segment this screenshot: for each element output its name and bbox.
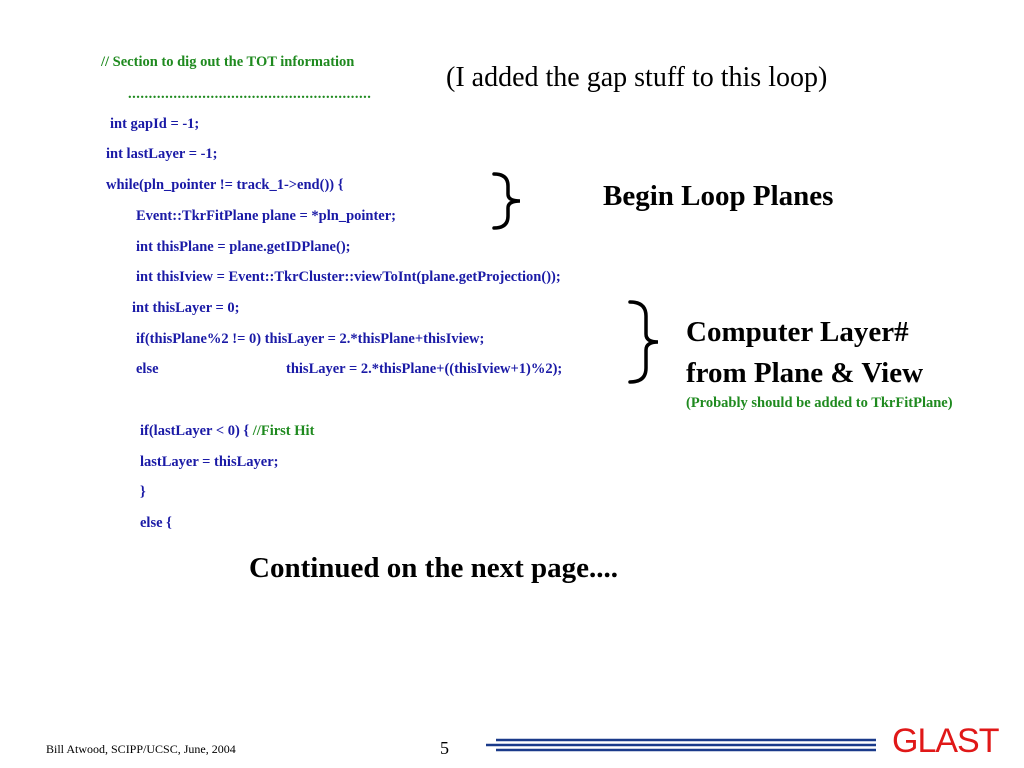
page-number: 5 (440, 738, 449, 758)
header-comment: // Section to dig out the TOT information (101, 54, 355, 70)
code-line-first-hit (140, 423, 314, 440)
code-line-else-keyword: else (136, 361, 159, 377)
loop-note: (I added the gap stuff to this loop) (446, 62, 828, 93)
code-line: while(pln_pointer != track_1->end()) { (106, 177, 344, 193)
begin-loop-label: Begin Loop Planes (603, 180, 834, 212)
code-line: thisLayer = 2.*thisPlane+((thisIview+1)%2); (286, 361, 563, 377)
dotted-separator: ........................................................... (128, 86, 372, 102)
continued-note: Continued on the next page.... (249, 552, 618, 584)
code-comment-first-hit: //First Hit (252, 423, 315, 439)
code-line: Event::TkrFitPlane plane = *pln_pointer; (136, 208, 397, 224)
brace-begin-loop (490, 172, 532, 230)
compute-layer-line1: Computer Layer# (686, 316, 909, 348)
footer-rule-lines (486, 736, 886, 756)
compute-layer-line2: from Plane & View (686, 357, 924, 389)
code-line: int thisIview = Event::TkrCluster::viewToInt(plane.getProjection()); (136, 269, 561, 285)
code-line: } (140, 484, 146, 500)
code-line: int lastLayer = -1; (106, 146, 218, 162)
code-if-condition: if(lastLayer < 0) { (140, 423, 250, 439)
compute-layer-label (686, 312, 923, 394)
code-line: int gapId = -1; (110, 116, 200, 132)
code-line: int thisLayer = 0; (132, 300, 240, 316)
glast-logo: GLAST (892, 722, 999, 760)
footer-author: Bill Atwood, SCIPP/UCSC, June, 2004 (46, 742, 236, 756)
code-line: if(thisPlane%2 != 0) thisLayer = 2.*thisPlane+thisIview; (136, 331, 485, 347)
code-line: int thisPlane = plane.getIDPlane(); (136, 239, 351, 255)
code-line: lastLayer = thisLayer; (140, 454, 279, 470)
brace-compute-layer (626, 300, 670, 384)
code-line: else { (140, 515, 172, 531)
compute-layer-subnote: (Probably should be added to TkrFitPlane) (686, 395, 953, 411)
